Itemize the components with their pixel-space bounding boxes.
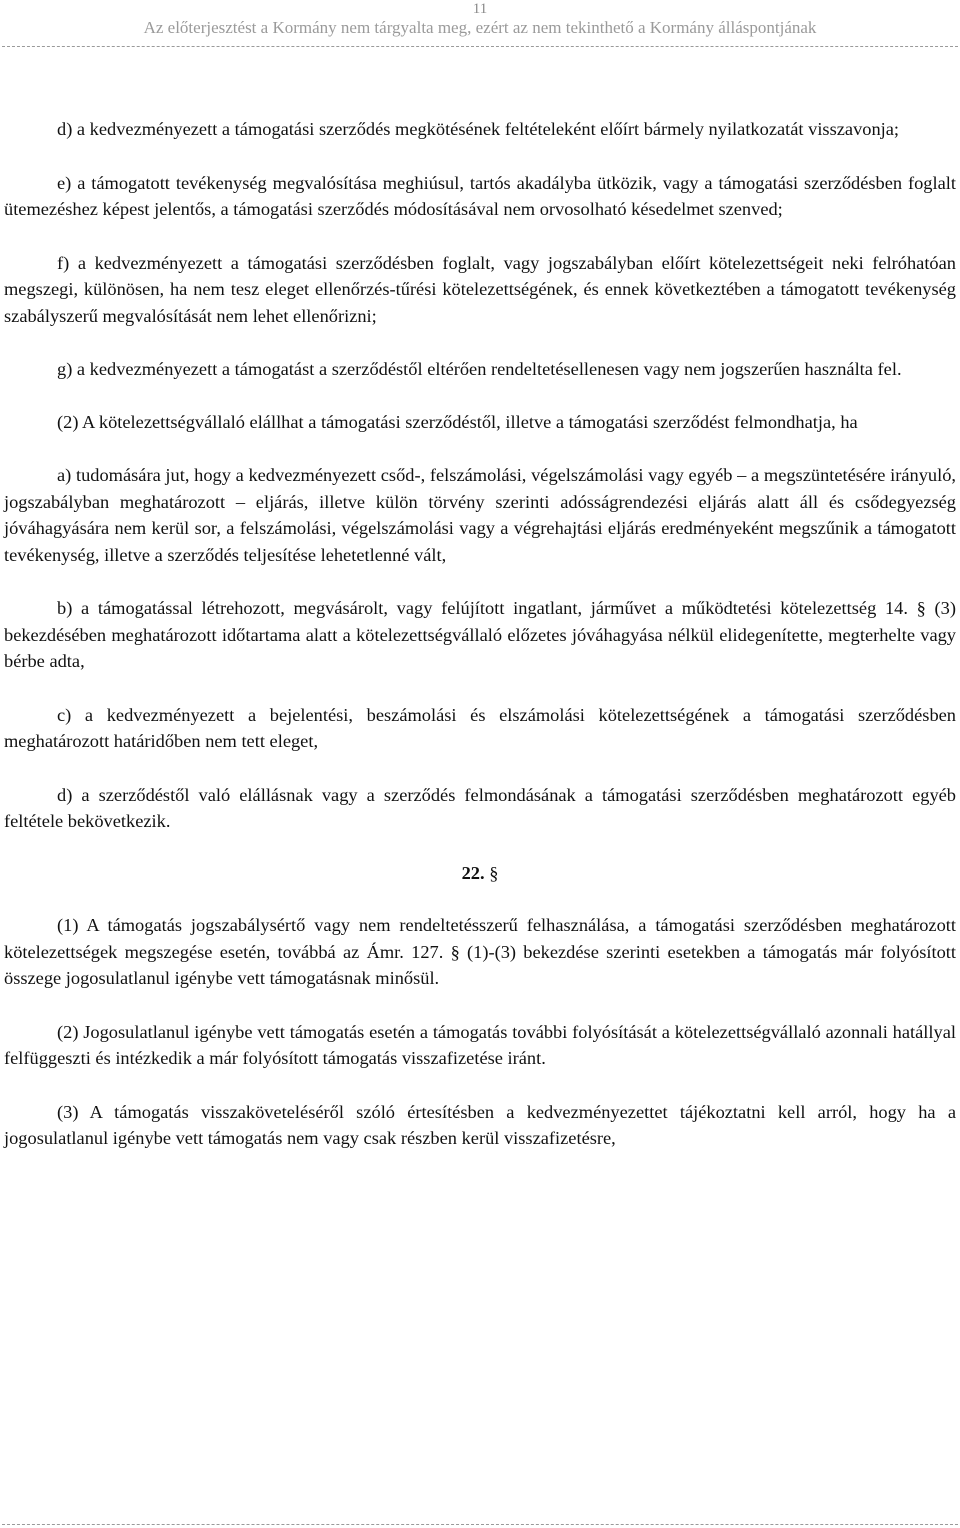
header-disclaimer: Az előterjesztést a Kormány nem tárgyalta meg, ezért az nem tekinthető a Kormány álláspontjának — [143, 18, 817, 37]
paragraph-d-other-condition: d) a szerződéstől való elállásnak vagy a szerződés felmondásának a támogatási szerződésben meghatározott egyéb feltétele bekövetkezik. — [4, 784, 956, 831]
section-paragraph-1: (1) A támogatás jogszabálysértő vagy nem rendeltetésszerű felhasználása, a támogatási szerződésben meghatározott kötelezettségek megszegése esetén, továbbá az Ámr. 127. § (1)-(3) bekezdése szerinti esetekben a támogatás már folyósított összege jogosulatlanul igénybe vett támogatásnak minősül. — [4, 915, 956, 988]
document-body — [4, 116, 956, 1152]
section-number: 22. — [461, 862, 485, 883]
paragraph-c-reporting-missed: c) a kedvezményezett a bejelentési, beszámolási és elszámolási kötelezettségének a támogatási szerződésben meghatározott határidőben nem tett eleget, — [4, 704, 956, 751]
paragraph-f-obligations-breached: f) a kedvezményezett a támogatási szerződésben foglalt, vagy jogszabályban előírt kötelezettségeit neki felróhatóan megszegi, különösen, ha nem tesz eleget ellenőrzés-tűrési kötelezettségének, és ennek következtében a támogatott tevékenység szabályszerű megvalósítását nem lehet ellenőrizni; — [4, 252, 956, 326]
paragraph-b-asset-alienation: b) a támogatással létrehozott, megvásárolt, vagy felújított ingatlant, járművet a működtetési kötelezettség 14. § (3) bekezdésében meghatározott időtartama alatt a kötelezettségvállaló előzetes jóváhagyása nélkül elidegenítette, megterhelte vagy bérbe adta, — [4, 598, 956, 671]
section-symbol: § — [489, 862, 499, 883]
footer-divider — [2, 1524, 958, 1525]
paragraph-2-withdrawal-rights: (2) A kötelezettségvállaló elállhat a támogatási szerződéstől, illetve a támogatási szerződést felmondhatja, ha — [57, 411, 858, 432]
section-heading — [4, 860, 956, 887]
page-number: 11 — [472, 1, 488, 17]
header-divider — [2, 46, 958, 47]
paragraph-a-insolvency: a) tudomására jut, hogy a kedvezményezett csőd-, felszámolási, végelszámolási vagy egyéb – a megszüntetésére irányuló, jogszabályban meghatározott – eljárás, illetve külön törvény szerinti adósságrendezési eljárás alatt áll és csődegyezség jóváhagyására nem kerül sor, a felszámolási, végelszámolási vagy a végrehajtási eljárás eredményeként megszűnik a támogatott tevékenység, illetve a szerződés teljesítése lehetetlenné vált, — [4, 465, 956, 565]
section-paragraph-3: (3) A támogatás visszaköveteléséről szóló értesítésben a kedvezményezettet tájékoztatni kell arról, hogy ha a jogosulatlanul igénybe vett támogatás nem vagy csak részben kerül visszafizetésre, — [4, 1101, 956, 1148]
paragraph-e-activity-fails: e) a támogatott tevékenység megvalósítása meghiúsul, tartós akadályba ütközik, vagy a támogatási szerződésben foglalt ütemezéshez képest jelentős, a támogatási szerződés módosításával nem orvosolható késedelmet szenved; — [4, 172, 956, 219]
paragraph-g-unlawful-use: g) a kedvezményezett a támogatást a szerződéstől eltérően rendeltetésellenesen vagy nem jogszerűen használta fel. — [57, 359, 902, 379]
section-paragraph-2: (2) Jogosulatlanul igénybe vett támogatás esetén a támogatás további folyósítását a kötelezettségvállaló azonnali hatállyal felfüggeszti és intézkedik a már folyósított támogatás visszafizetése iránt. — [4, 1021, 956, 1068]
paragraph-d-withdraw-declaration: d) a kedvezményezett a támogatási szerződés megkötésének feltételeként előírt bármely nyilatkozatát visszavonja; — [57, 119, 900, 139]
